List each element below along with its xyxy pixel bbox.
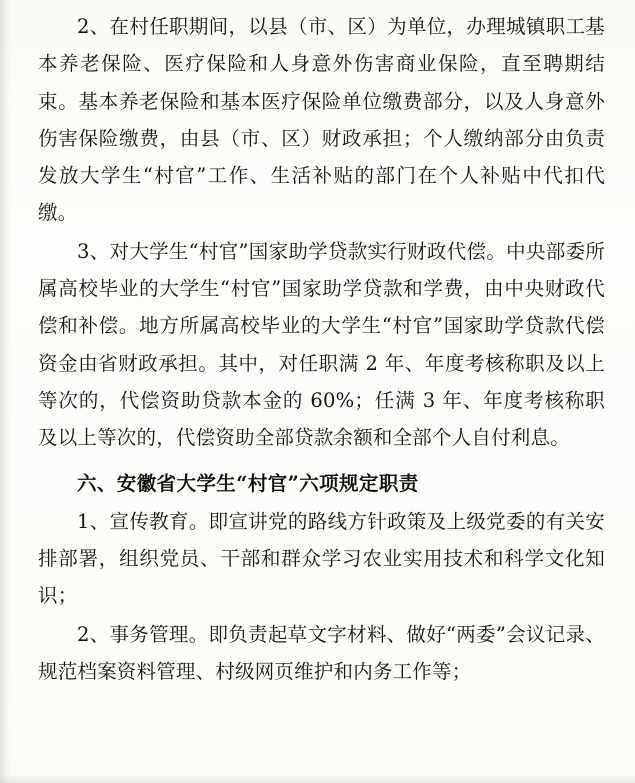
paragraph-duty-1-propaganda: 1、宣传教育。即宣讲党的路线方针政策及上级党委的有关安排部署，组织党员、干部和群众学习农业实用技术和科学文化知识； [38,509,605,608]
paragraph-item-2-insurance: 2、在村任职期间，以县（市、区）为单位，办理城镇职工基本养老保险、医疗保险和人身意外伤害商业保险，直至聘期结束。基本养老保险和基本医疗保险单位缴费部分，以及人身意外伤害保险缴费，由县（市、区）财政承担；个人缴纳部分由负责发放大学生“村官”工作、生活补贴的部门在个人补贴中代扣代缴。 [38,15,605,225]
page-left-edge-shadow [0,0,10,783]
paragraph-duty-2-affairs: 2、事务管理。即负责起草文字材料、做好“两委”会议记录、规范档案资料管理、村级网页维护和内务工作等； [38,622,605,684]
heading-section-six: 六、安徽省大学生“村官”六项规定职责 [77,471,419,495]
page-bottom-edge-shadow [0,775,635,783]
paragraph-item-3-student-loan: 3、对大学生“村官”国家助学贷款实行财政代偿。中央部委所属高校毕业的大学生“村官”国家助学贷款和学费，由中央财政代偿和补偿。地方所属高校毕业的大学生“村官”国家助学贷款代偿资金由省财政承担。其中，对任职满 2 年、年度考核称职及以上等次的，代偿资助贷款本金的 60%；任满 3 年、年度考核称职及以上等次的，代偿资助全部贷款余额和全部个人自付利息。 [38,239,605,450]
